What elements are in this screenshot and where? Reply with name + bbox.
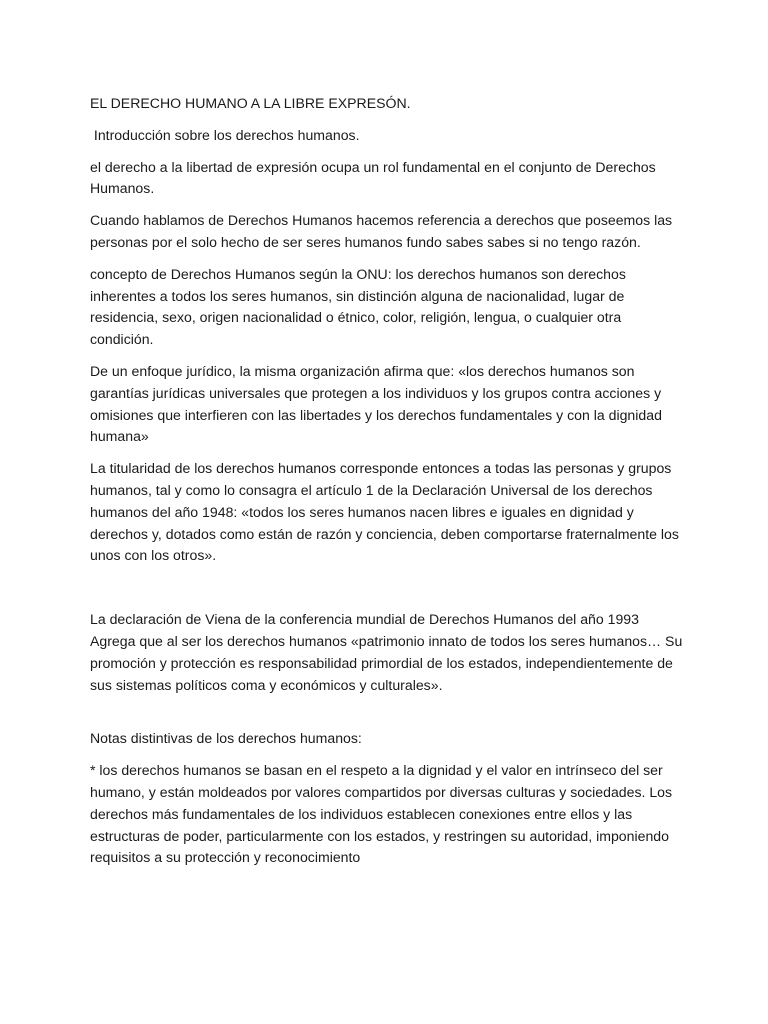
section-heading-distinctive-notes: Notas distintivas de los derechos humanos: <box>90 730 362 747</box>
paragraph-human-rights-definition: Cuando hablamos de Derechos Humanos hacemos referencia a derechos que poseemos las personas por el solo hecho de ser seres humanos fundo sabes sabes si no tengo razón. <box>90 212 673 250</box>
paragraph-freedom-of-expression: el derecho a la libertad de expresión ocupa un rol fundamental en el conjunto de Derechos Humanos. <box>90 158 656 197</box>
paragraph-distinctive-notes: * los derechos humanos se basan en el respeto a la dignidad y el valor en intrínseco del ser humano, y están moldeados por valores compartidos por diversas culturas y sociedades. Los derechos más fundamentales de los individuos establecen conexiones entre ellos y las estructuras de poder, particularmente con los estados, y restringen su autoridad, imponiendo requisitos a su protección y reconocimiento <box>90 762 673 866</box>
paragraph-legal-approach: De un enfoque jurídico, la misma organización afirma que: «los derechos humanos son garantías jurídicas universales que protegen a los individuos y los grupos contra acciones y omisiones que interfieren con las libertades y los derechos fundamentales y con la dignidad humana» <box>90 362 662 445</box>
intro-heading: Introducción sobre los derechos humanos. <box>90 126 360 143</box>
document-body <box>90 93 686 879</box>
paragraph-vienna-declaration: La declaración de Viena de la conferencia mundial de Derechos Humanos del año 1993 Agrega que al ser los derechos humanos «patrimonio innato de todos los seres humanos… Su promoción y protección es responsabilidad primordial de los estados, independientemente de sus sistemas políticos coma y económicos y culturales». <box>90 611 683 693</box>
paragraph-onu-concept: concepto de Derechos Humanos según la ONU: los derechos humanos son derechos inherentes a todos los seres humanos, sin distinción alguna de nacionalidad, lugar de residencia, sexo, origen nacionalidad o étnico, color, religión, lengua, o cualquier otra condición. <box>90 265 626 348</box>
document-title: EL DERECHO HUMANO A LA LIBRE EXPRESÓN. <box>90 95 411 111</box>
paragraph-ownership: La titularidad de los derechos humanos corresponde entonces a todas las personas y grupos humanos, tal y como lo consagra el artículo 1 de la Declaración Universal de los derechos humanos del año 1948: «todos los seres humanos nacen libres e iguales en dignidad y derechos y, dotados como están de razón y conciencia, deben comportarse fraternalmente los unos con los otros». <box>90 460 679 564</box>
